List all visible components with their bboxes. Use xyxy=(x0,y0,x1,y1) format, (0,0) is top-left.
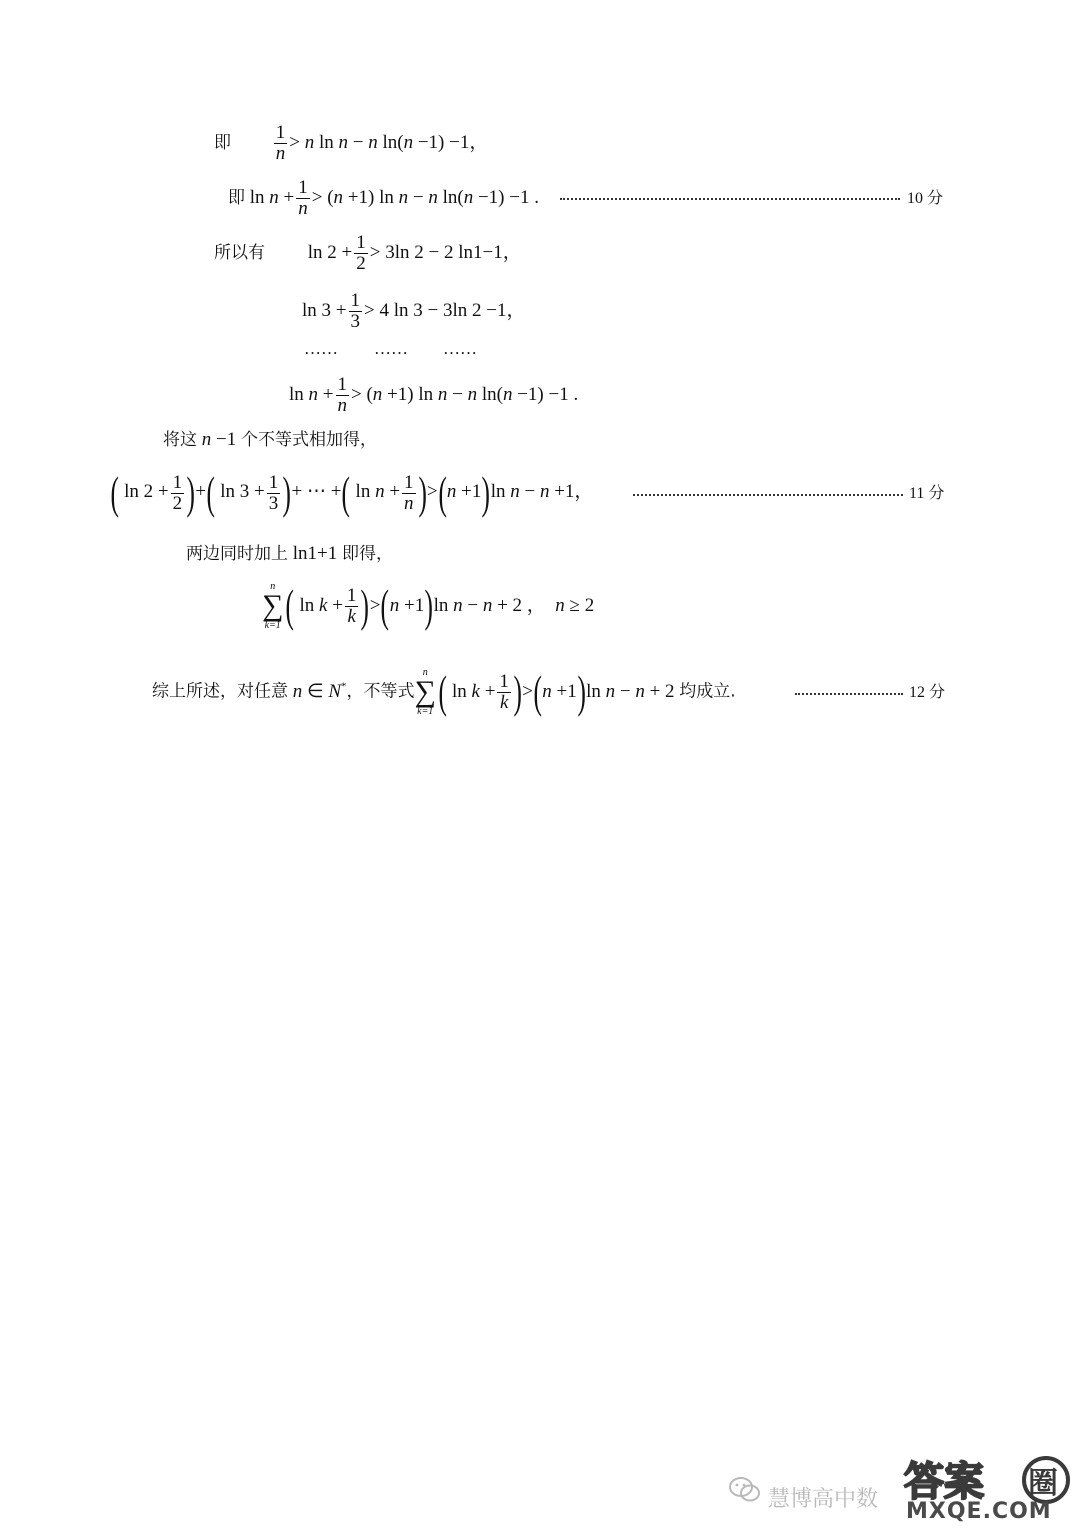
line-prefix: 两边同时加上 xyxy=(186,544,288,564)
eq-line-8 xyxy=(186,544,393,563)
line-mid: ，不等式 xyxy=(346,681,415,702)
line-prefix: 将这 xyxy=(163,430,197,450)
eq-line-2 xyxy=(228,178,539,219)
eq-line-3 xyxy=(214,233,522,274)
eq-line-4 xyxy=(302,291,525,332)
line-prefix: 综上所述，对任意 xyxy=(152,681,288,702)
formula: n −1 xyxy=(201,429,241,450)
formula: n ∑ k=1 ( ln k + $\frac{1}{k}$ )>(n +1)ln n − n + 2 xyxy=(414,666,680,718)
formula: ln 2 + $\frac{1}{2}$ > 3ln 2 − 2 ln1−1， xyxy=(307,232,522,274)
watermark-account: 慧博高中数 xyxy=(768,1487,879,1512)
score-leader-dots xyxy=(633,494,903,496)
line-prefix: 所以有 xyxy=(214,242,265,263)
formula: n ∑ k=1 ( ln k + $\frac{1}{k}$ )>(n +1)ln n − n + 2 ， n ≥ 2 xyxy=(262,580,595,632)
eq-line-7 xyxy=(110,467,594,518)
ellipsis-2: …… xyxy=(374,339,408,358)
eq-line-1 xyxy=(214,123,488,164)
score-10: 10 分 xyxy=(907,188,944,207)
line-suffix: 即得， xyxy=(342,544,393,564)
formula: ln n + $\frac{1}{n}$ > (n +1) ln n − n ln(n −1) −1 . xyxy=(245,177,539,219)
line-prefix: 即 xyxy=(228,187,245,208)
formula: n ∈ N* xyxy=(292,680,347,702)
eq-line-5 xyxy=(289,375,578,416)
svg-text:圈: 圈 xyxy=(1028,1466,1058,1501)
formula: ln 3 + $\frac{1}{3}$ > 4 ln 3 − 3ln 2 −1， xyxy=(302,290,526,332)
line-suffix: 均成立. xyxy=(679,681,736,702)
eq-line-9 xyxy=(262,582,594,631)
formula: ln n + $\frac{1}{n}$ > (n +1) ln n − n ln(n −1) −1 . xyxy=(289,374,579,416)
line-prefix: 即 xyxy=(214,132,231,153)
formula: ln1+1 xyxy=(288,543,342,564)
wechat-icon xyxy=(728,1475,762,1505)
ellipsis-3: …… xyxy=(443,339,477,358)
score-leader-dots xyxy=(795,693,903,695)
line-suffix: 个不等式相加得， xyxy=(240,430,377,450)
eq-line-10 xyxy=(152,668,736,717)
watermark-brand: MXQE.COM xyxy=(906,1499,1052,1524)
score-11: 11 分 xyxy=(909,483,945,502)
watermark xyxy=(728,1455,1080,1527)
formula: $\frac{1}{n}$ > n ln n − n ln(n −1) −1， xyxy=(275,122,489,164)
ellipsis-1: …… xyxy=(304,339,338,358)
eq-line-6 xyxy=(163,430,377,449)
formula: ( ln 2 + $\frac{1}{2}$ )+( ln 3 + $\frac{1}{3}$ )+ ⋯ +( ln n + $\frac{1}{n}$ )>(n +1)ln n − n +1， xyxy=(110,467,594,518)
svg-text:答案: 答案 xyxy=(904,1459,984,1505)
score-12: 12 分 xyxy=(909,682,946,701)
score-leader-dots xyxy=(560,198,900,200)
